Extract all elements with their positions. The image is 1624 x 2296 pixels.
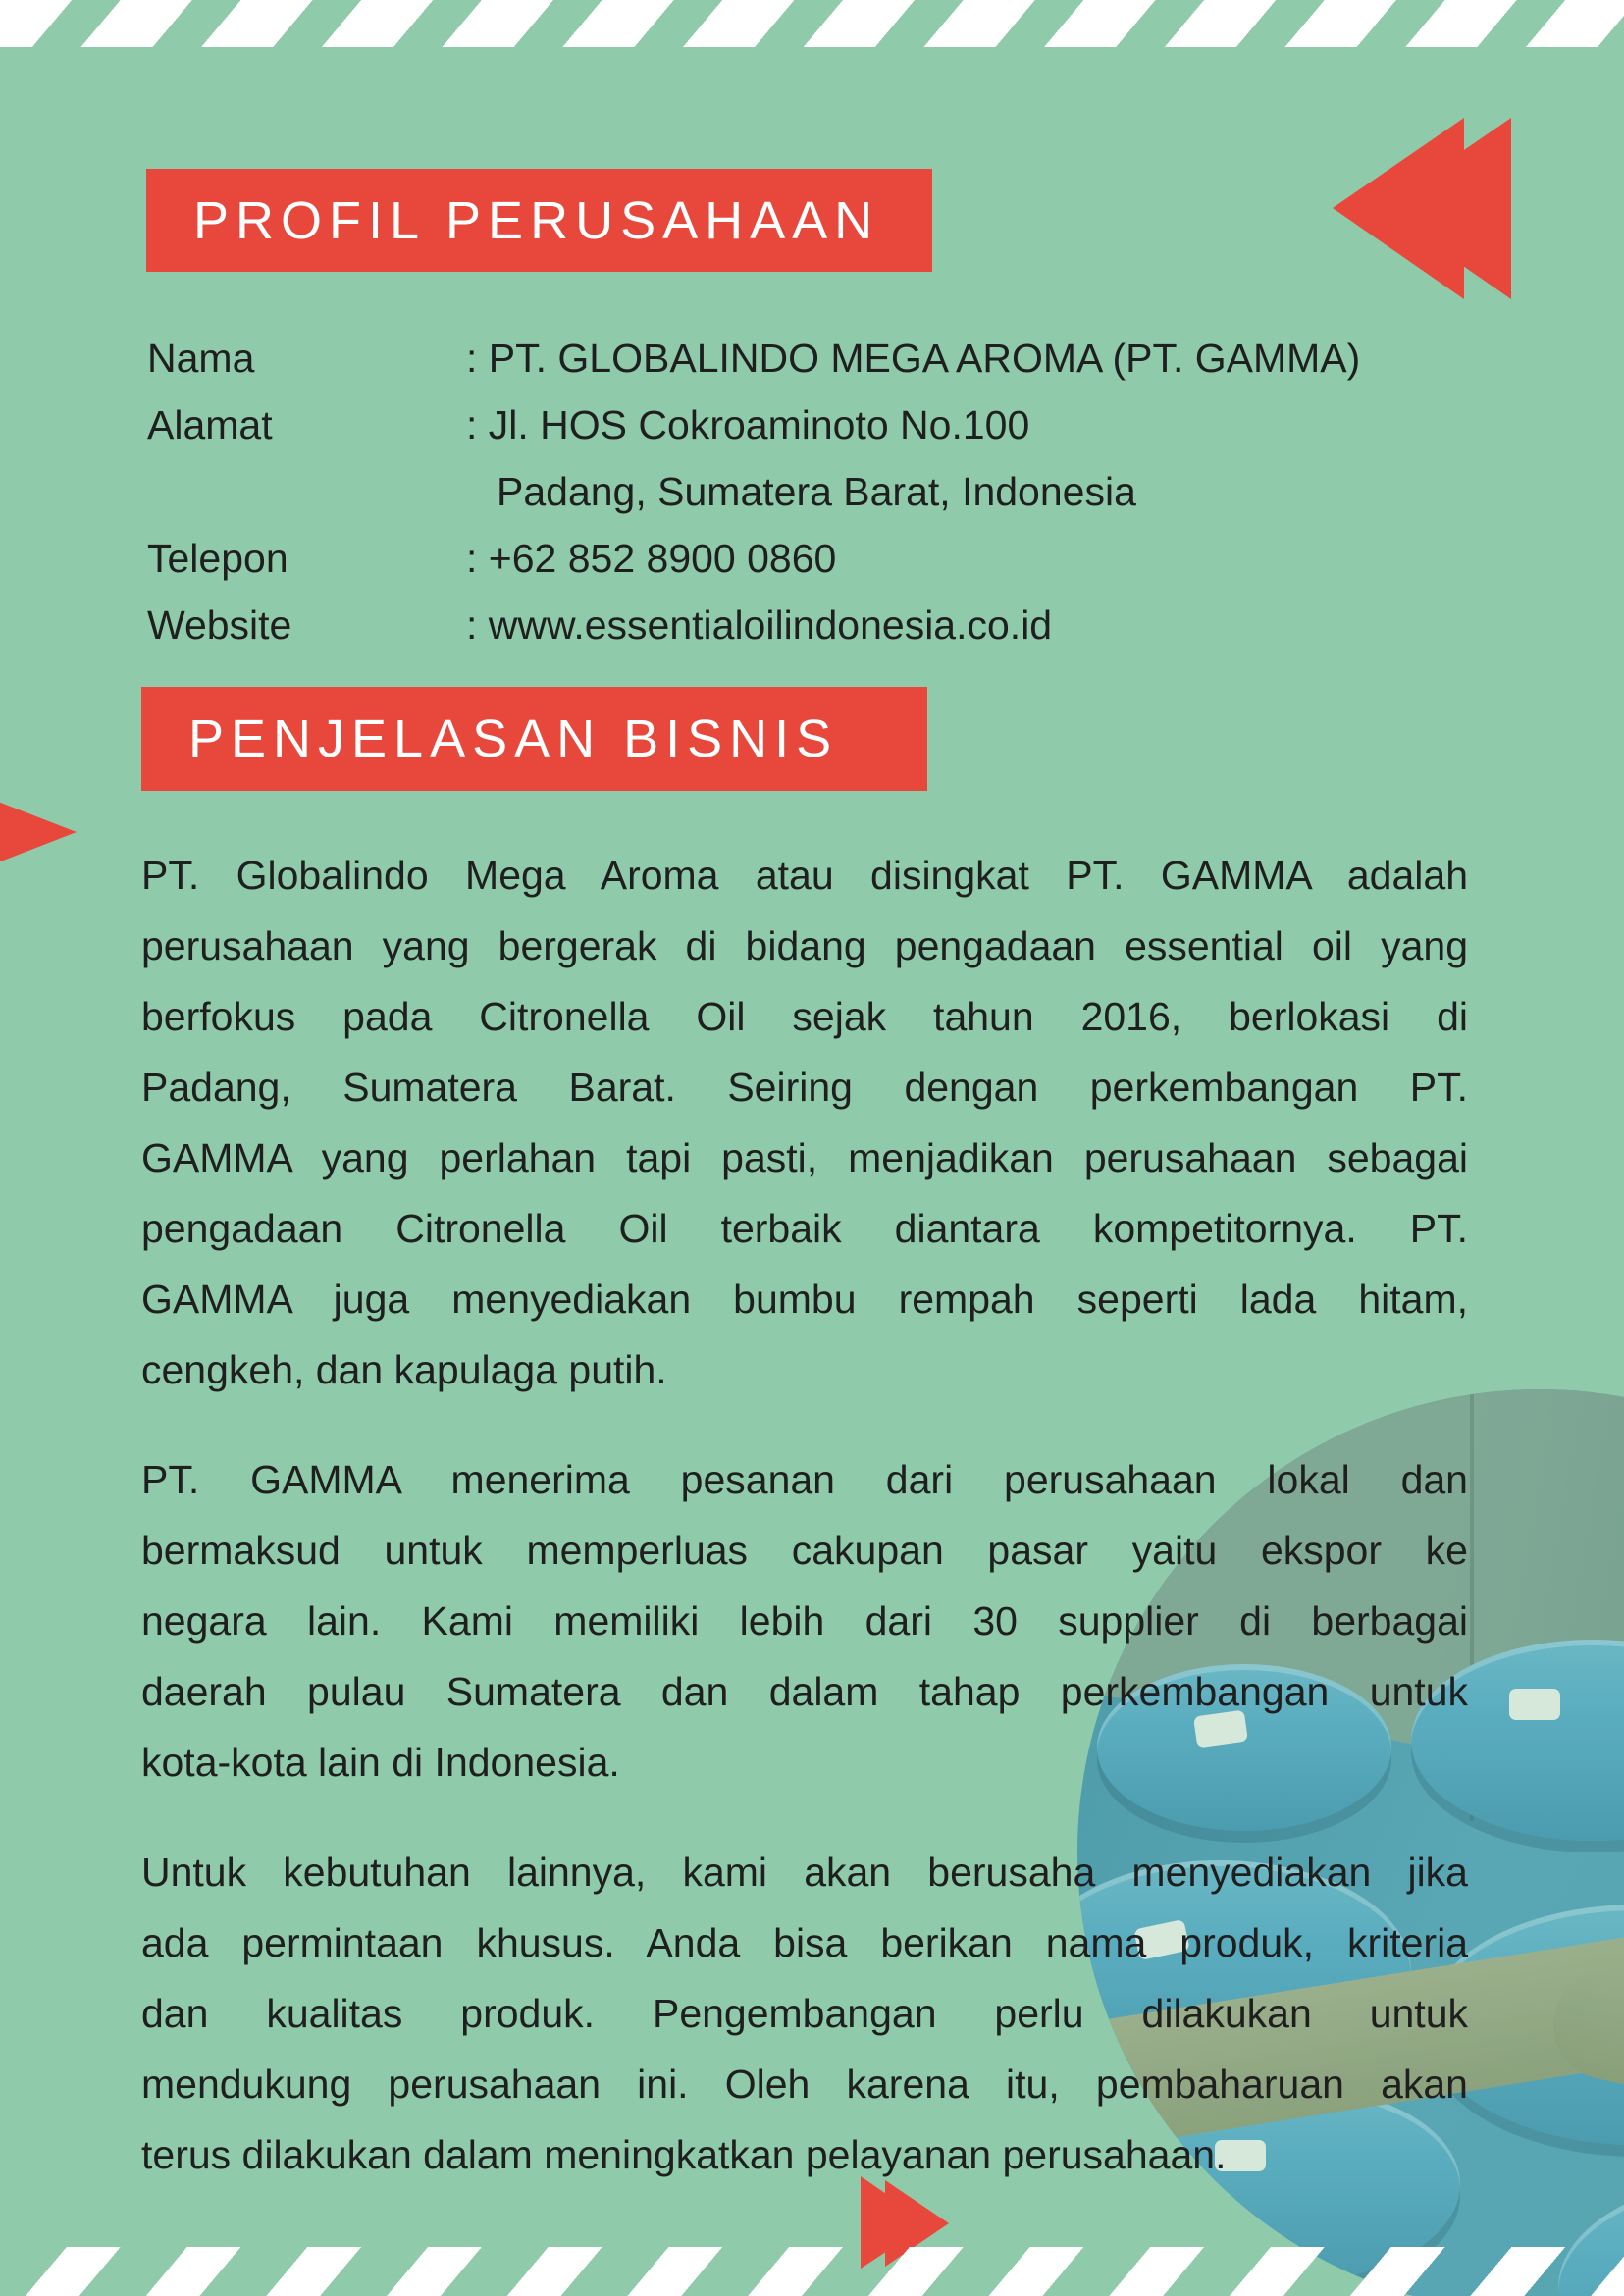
info-value: : Jl. HOS Cokroaminoto No.100 [466,402,1030,447]
double-right-arrow-icon [0,765,88,893]
business-section-header [141,687,927,791]
profile-section-header [146,169,932,272]
text-line: Untuk kebutuhan lainnya, kami akan berusaha menyediakan jika [141,1850,1468,1895]
info-row-alamat-line2 [147,458,1521,525]
info-label: Nama [147,336,255,381]
info-label: Telepon [147,536,288,581]
text-line: dan kualitas produk. Pengembangan perlu dilakukan untuk [141,1991,1468,2036]
info-value: : +62 852 8900 0860 [466,536,837,581]
info-label: Website [147,602,292,648]
text-line: Padang, Sumatera Barat. Seiring dengan perkembangan PT. [141,1065,1468,1110]
paragraph-2 [141,1444,1468,1798]
text-line: negara lain. Kami memiliki lebih dari 30 supplier di berbagai [141,1598,1468,1644]
double-left-arrow-icon [1315,108,1521,309]
info-value: : PT. GLOBALINDO MEGA AROMA (PT. GAMMA) [466,336,1361,381]
company-info [147,325,1521,658]
business-description [141,840,1468,2229]
paragraph-1 [141,840,1468,1405]
text-line: bermaksud untuk memperluas cakupan pasar yaitu ekspor ke [141,1528,1468,1573]
info-row-telepon [147,525,1521,592]
info-label [147,458,466,525]
profile-section-title: PROFIL PERUSAHAAN [193,190,880,250]
info-row-alamat [147,391,1521,458]
text-line: terus dilakukan dalam meningkatkan pelayanan perusahaan. [141,2132,1227,2177]
text-line: ada permintaan khusus. Anda bisa berikan nama produk, kriteria [141,1920,1468,1965]
info-row-website [147,592,1521,658]
top-stripe-border [0,0,1624,47]
info-label: Alamat [147,402,273,447]
text-line: PT. Globalindo Mega Aroma atau disingkat PT. GAMMA adalah [141,853,1468,898]
text-line: berfokus pada Citronella Oil sejak tahun 2016, berlokasi di [141,994,1468,1039]
info-value: Padang, Sumatera Barat, Indonesia [497,469,1136,514]
text-line: daerah pulau Sumatera dan dalam tahap perkembangan untuk [141,1669,1468,1714]
text-line: kota-kota lain di Indonesia. [141,1740,620,1785]
text-line: GAMMA yang perlahan tapi pasti, menjadikan perusahaan sebagai [141,1135,1468,1180]
business-section-title: PENJELASAN BISNIS [188,709,839,768]
paragraph-3 [141,1837,1468,2190]
text-line: GAMMA juga menyediakan bumbu rempah seperti lada hitam, [141,1277,1468,1322]
text-line: pengadaan Citronella Oil terbaik diantara kompetitornya. PT. [141,1206,1468,1251]
info-row-nama [147,325,1521,391]
text-line: PT. GAMMA menerima pesanan dari perusahaan lokal dan [141,1457,1468,1502]
info-value: : www.essentialoilindonesia.co.id [466,602,1053,648]
bottom-stripe-border [0,2247,1624,2296]
text-line: mendukung perusahaan ini. Oleh karena itu, pembaharuan akan [141,2061,1468,2107]
text-line: perusahaan yang bergerak di bidang pengadaan essential oil yang [141,923,1468,968]
text-line: cengkeh, dan kapulaga putih. [141,1347,667,1392]
